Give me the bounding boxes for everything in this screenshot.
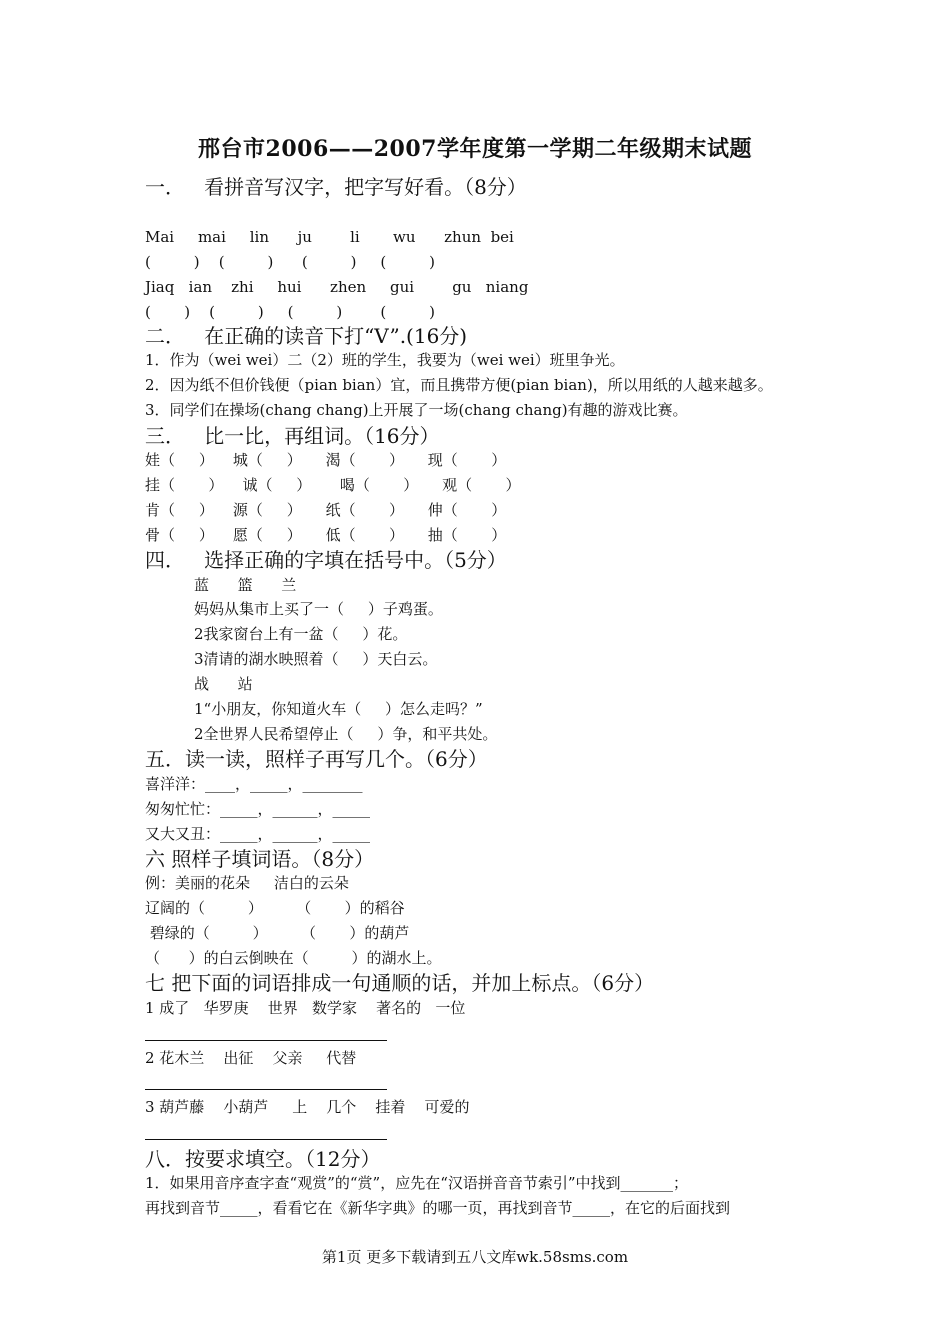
- answer-line: [145, 1040, 387, 1041]
- question-line: 1．如果用音序查字查“观赏”的“赏”，应先在“汉语拼音音节索引”中找到_______；: [145, 1174, 689, 1192]
- section-4-heading: 四． 选择正确的字填在括号中。（5分）: [145, 548, 507, 572]
- pinyin-row-2: Jiaq ian zhi hui zhen gui gu niang: [145, 278, 529, 296]
- question-line: 3．同学们在操场(chang chang)上开展了一场(chang chang)有趣的游戏比赛。: [145, 401, 688, 419]
- page-title: 邢台市2006——2007学年度第一学期二年级期末试题: [198, 136, 752, 162]
- section-2-heading: 二． 在正确的读音下打“V”.(16分): [145, 324, 468, 348]
- blank-row-2: ( ) ( ) ( ) ( ): [145, 303, 435, 321]
- answer-line: [145, 1089, 387, 1090]
- fill-line: 碧绿的（ ） （ ）的葫芦: [145, 924, 410, 942]
- word-list: 2 花木兰 出征 父亲 代替: [145, 1049, 357, 1067]
- section-5-heading: 五．读一读，照样子再写几个。（6分）: [145, 747, 488, 771]
- page-footer: 第1页 更多下载请到五八文库wk.58sms.com: [321, 1248, 629, 1266]
- char-options: 战 站: [194, 675, 253, 693]
- fill-line: 又大又丑：_____，______，_____: [145, 825, 371, 843]
- char-options: 蓝 篮 兰: [194, 576, 297, 594]
- question-line: 再找到音节_____，看看它在《新华字典》的哪一页，再找到音节_____，在它的后面找到: [145, 1199, 731, 1217]
- question-line: 2．因为纸不但价钱便（pian bian）宜，而且携带方便(pian bian)，所以用纸的人越来越多。: [145, 376, 773, 394]
- section-1-heading: 一． 看拼音写汉字，把字写好看。（8分）: [145, 175, 527, 199]
- section-8-heading: 八．按要求填空。（12分）: [145, 1147, 381, 1171]
- word-list: 1 成了 华罗庚 世界 数学家 著名的 一位: [145, 999, 466, 1017]
- answer-line: [145, 1139, 387, 1140]
- fill-line: 辽阔的（ ） （ ）的稻谷: [145, 899, 405, 917]
- fill-line: 喜洋洋：____，_____，________: [145, 775, 363, 793]
- question-line: 1．作为（wei wei）二（2）班的学生，我要为（wei wei）班里争光。: [145, 351, 625, 369]
- question-line: 3清请的湖水映照着（ ）天白云。: [194, 650, 438, 668]
- pinyin-row-1: Mai mai lin ju li wu zhun bei: [145, 228, 514, 246]
- word-list: 3 葫芦藤 小葫芦 上 几个 挂着 可爱的: [145, 1098, 470, 1116]
- section-6-heading: 六 照样子填词语。（8分）: [145, 847, 375, 871]
- section-3-heading: 三． 比一比，再组词。（16分）: [145, 424, 440, 448]
- example-line: 例：美丽的花朵 洁白的云朵: [145, 874, 349, 892]
- fill-line: 匆匆忙忙：_____，______，_____: [145, 800, 371, 818]
- question-line: 2全世界人民希望停止（ ）争，和平共处。: [194, 725, 498, 743]
- word-row: 娃（ ） 城（ ） 渴（ ） 现（ ）: [145, 451, 507, 469]
- word-row: 骨（ ） 愿（ ） 低（ ） 抽（ ）: [145, 526, 507, 544]
- blank-row-1: ( ) ( ) ( ) ( ): [145, 253, 435, 271]
- question-line: 妈妈从集市上买了一（ ）子鸡蛋。: [194, 600, 443, 618]
- section-7-heading: 七 把下面的词语排成一句通顺的话，并加上标点。（6分）: [145, 971, 655, 995]
- word-row: 挂（ ） 诚（ ） 喝（ ） 观（ ）: [145, 476, 521, 494]
- question-line: 1“小朋友，你知道火车（ ）怎么走吗？”: [194, 700, 483, 718]
- fill-line: （ ）的白云倒映在（ ）的湖水上。: [145, 949, 442, 967]
- question-line: 2我家窗台上有一盆（ ）花。: [194, 625, 408, 643]
- word-row: 肯（ ） 源（ ） 纸（ ） 伸（ ）: [145, 501, 507, 519]
